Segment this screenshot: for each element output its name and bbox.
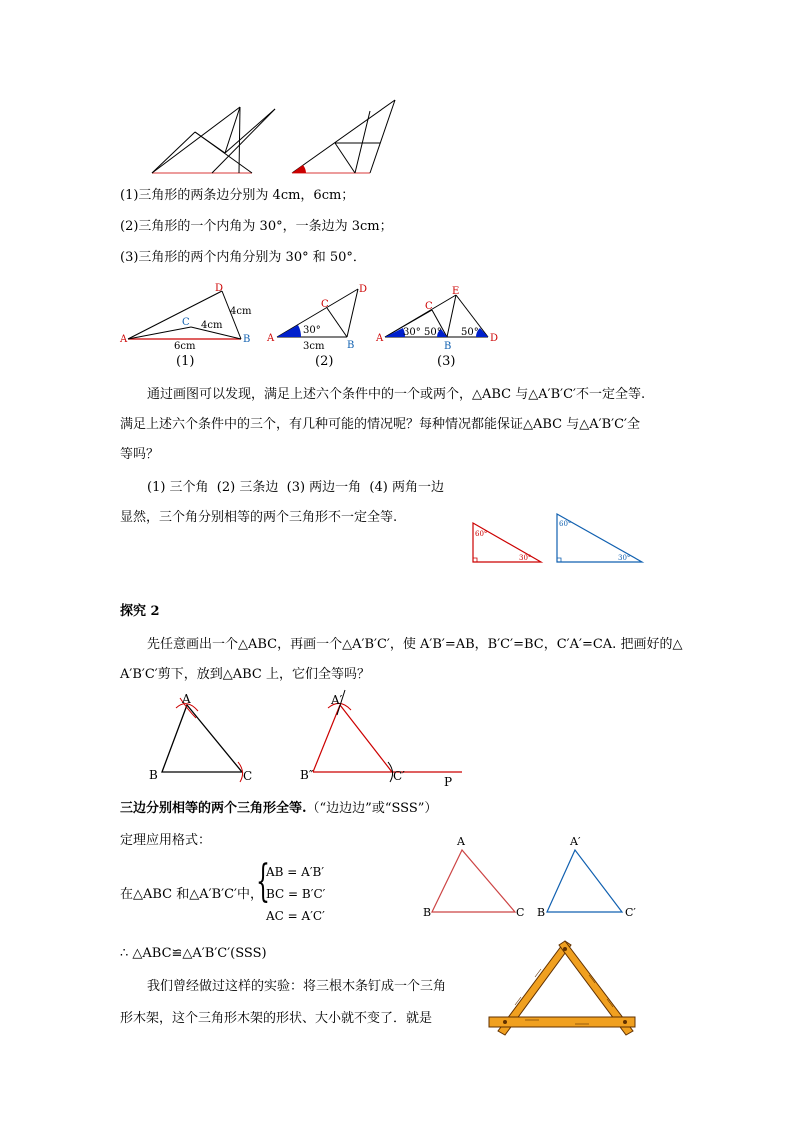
fig3-label-b: B [444,341,452,352]
fig2-len-ab: 3cm [303,341,325,352]
sss-label-b: B [149,768,158,782]
fig3-label-e: E [452,286,460,297]
pair-label-b: B [423,906,432,919]
fig2-label-c: C [321,299,329,310]
sss-label-p: P [444,775,453,789]
fig2-angle: 30° [303,325,321,336]
theorem-rest: （“边边边”或“SSS”） [306,801,438,816]
pair-label-c2: C′ [625,906,636,919]
big-angle-60: 60° [559,520,572,528]
fig3-angle-50b: 50° [461,327,479,338]
fig1-label-c: C [182,317,190,328]
fig3-caption: (3) [437,354,456,369]
fig1-len-bd: 4cm [230,306,252,317]
fig1-len-ab: 6cm [174,341,196,352]
angle-triangles-figure [465,510,650,570]
sss-construction-figure [140,690,480,795]
case-figure-2 [265,280,375,370]
sss-label-c: C [243,769,253,783]
pair-label-a: A [457,835,465,848]
condition-3: (3)三角形的两个内角分别为 30° 和 50°． [120,250,366,265]
obvious-line: 显然，三个角分别相等的两个三角形不一定全等. [120,510,398,525]
cases-line: (1) 三个角 (2) 三条边 (3) 两边一角 (4) 两角一边 [147,480,444,495]
equation-3: AC = A′C′ [266,909,325,923]
wooden-frame-figure [485,935,645,1040]
explore-line1: 先任意画出一个△ABC，再画一个△A′B′C′，使 A′B′=AB，B′C′=BC，C′A′=CA. 把画好的△ [147,637,683,652]
fig1-label-d: D [215,283,224,294]
conclusion-line: ∴ △ABC≌△A′B′C′(SSS) [120,946,267,961]
fig2-label-b: B [347,340,355,351]
small-angle-30: 30° [519,554,532,562]
triangle-pair-figure [420,830,650,925]
case-figure-1 [118,280,258,370]
equation-2: BC = B′C′ [266,887,326,901]
fig3-label-c: C [425,301,433,312]
explore-line2: A′B′C′剪下，放到△ABC 上，它们全等吗？ [120,667,371,682]
experiment-line1: 我们曾经做过这样的实验：将三根木条钉成一个三角 [147,979,447,994]
experiment-line2: 形木架，这个三角形木架的形状、大小就不变了．就是 [120,1011,433,1026]
fig3-angle-50a: 50° [424,327,442,338]
fig2-caption: (2) [315,354,334,369]
big-angle-30: 30° [618,554,631,562]
pair-label-b2: B [537,906,546,919]
fig2-label-d: D [359,284,368,295]
fig1-label-a: A [120,334,128,345]
para1-line2: 满足上述六个条件中的三个，有几种可能的情况呢？每种情况都能保证△ABC 与△A′B′C′全 [120,417,641,432]
pair-label-a2: A′ [570,835,581,848]
equation-1: AB = A′B′ [266,865,325,879]
sss-label-a: A [182,692,191,706]
format-prefix: 在△ABC 和△A′B′C′中， [120,887,264,902]
theorem-line [120,800,437,818]
fig3-angle-30: 30° [403,327,421,338]
top-construction-figure [140,95,420,180]
case-figure-3 [375,280,505,370]
para1-line1: 通过画图可以发现，满足上述六个条件中的一个或两个，△ABC 与△A′B′C′不一定全等. [147,387,646,402]
sss-label-a2: A′ [331,693,343,707]
sss-label-b2: B″ [300,768,314,782]
fig2-label-a: A [267,333,275,344]
fig1-label-b: B [243,334,251,345]
pair-label-c: C [516,906,525,919]
theorem-bold: 三边分别相等的两个三角形全等. [120,801,307,816]
fig3-label-a: A [376,333,384,344]
format-label: 定理应用格式： [120,833,212,848]
small-angle-60: 60° [475,530,488,538]
condition-2: (2)三角形的一个内角为 30°，一条边为 3cm； [120,219,393,234]
fig1-len-cb: 4cm [201,320,223,331]
condition-1: (1)三角形的两条边分别为 4cm，6cm； [120,188,355,203]
brace: { [256,856,270,907]
explore-title: 探究 2 [120,604,160,619]
sss-label-c2: C′ [393,769,405,783]
fig3-label-d: D [490,333,499,344]
para1-line3: 等吗？ [120,447,160,462]
fig1-caption: (1) [176,354,195,369]
